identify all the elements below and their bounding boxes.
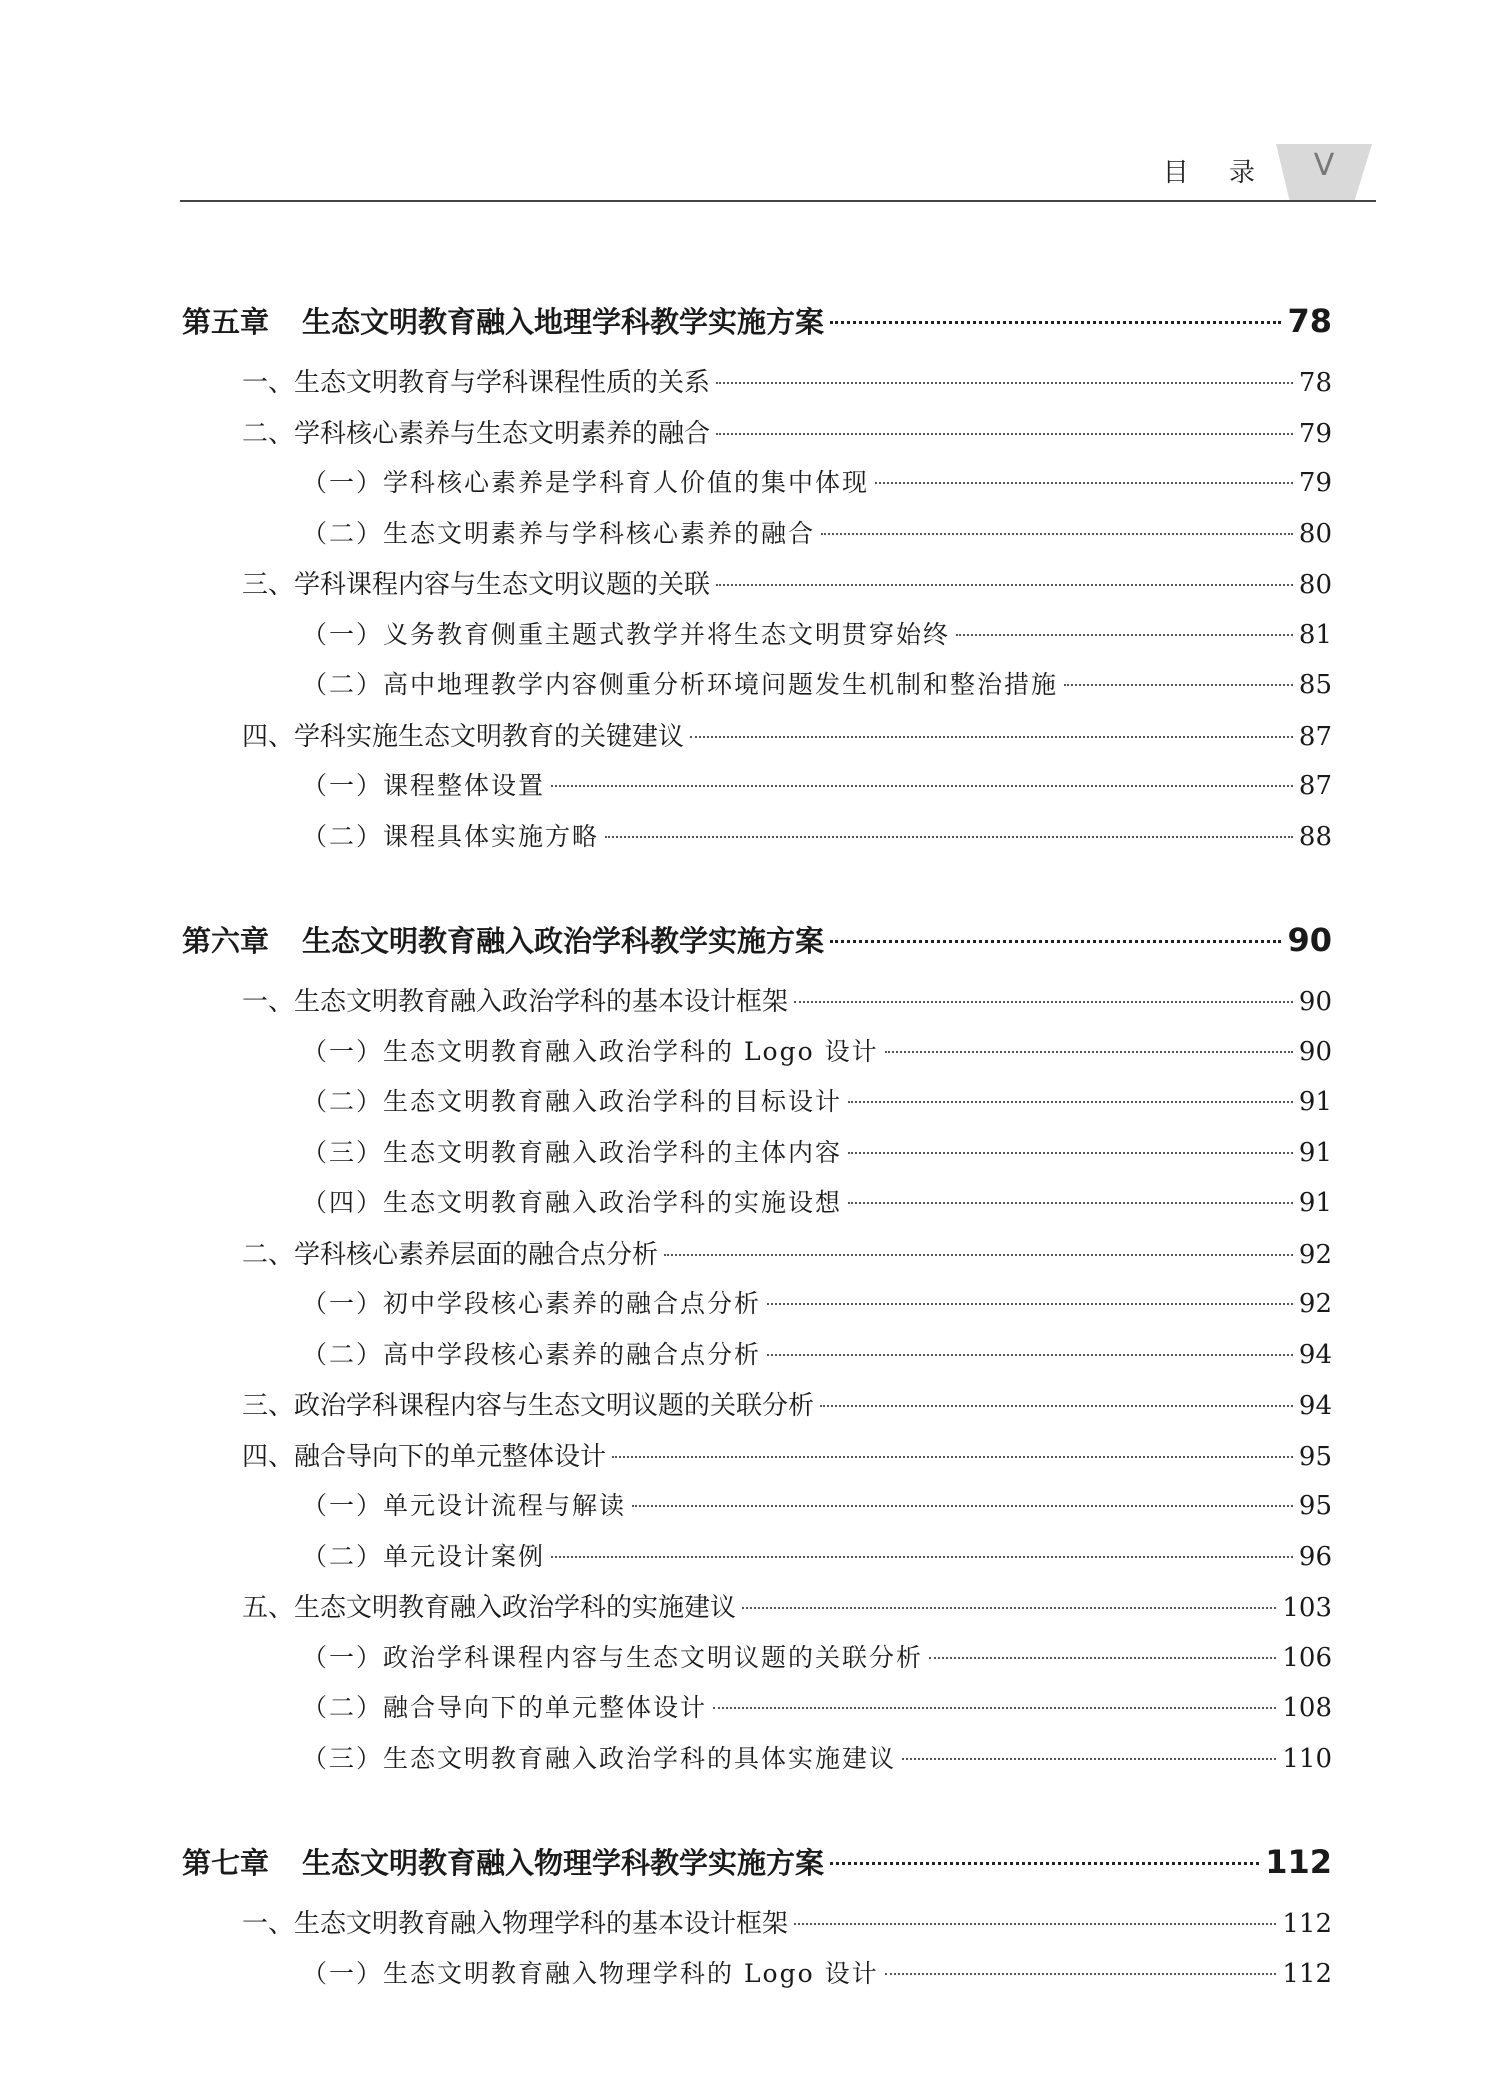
entry-page-number: 80 [1298,570,1332,600]
entry-title: 五、生态文明教育融入政治学科的实施建议 [242,1593,737,1623]
entry-title: （一）生态文明教育融入物理学科的 Logo 设计 [302,1958,879,1988]
entry-page-number: 110 [1282,1743,1332,1774]
dot-leader [848,1202,1293,1204]
subsection-entry[interactable] [182,817,1332,868]
entry-page-number: 78 [1298,368,1332,398]
dot-leader [716,584,1293,586]
entry-title: 三、政治学科课程内容与生态文明议题的关联分析 [242,1391,815,1421]
entry-title: （一）政治学科课程内容与生态文明议题的关联分析 [302,1642,924,1672]
entry-page-number: 85 [1298,670,1332,700]
entry-title: 一、生态文明教育与学科课程性质的关系 [242,368,711,398]
entry-page-number: 92 [1298,1289,1332,1319]
chapter-title [182,919,824,960]
entry-page-number: 91 [1298,1087,1332,1117]
entry-title: 二、学科核心素养层面的融合点分析 [242,1239,659,1270]
chapter-heading[interactable] [182,300,1332,362]
dot-leader [830,1862,1259,1865]
entry-page-number: 96 [1298,1541,1332,1572]
entry-title: （二）融合导向下的单元整体设计 [302,1693,708,1722]
section-entry[interactable] [182,1436,1332,1487]
chapter-title [182,300,824,341]
dot-leader [605,836,1293,838]
entry-title: （一）课程整体设置 [302,771,546,800]
subsection-entry[interactable] [182,1537,1332,1588]
dot-leader [664,1254,1293,1256]
entry-title: 二、学科核心素养与生态文明素养的融合 [242,418,711,449]
section-entry[interactable] [182,362,1332,413]
dot-leader [1064,684,1293,686]
chapter-number: 第六章 [182,924,270,958]
chapter-heading[interactable] [182,919,1332,981]
subsection-entry[interactable] [182,665,1332,716]
entry-title: （一）生态文明教育融入政治学科的 Logo 设计 [302,1036,879,1066]
entry-page-number: 87 [1298,721,1332,752]
section-entry[interactable] [182,1385,1332,1436]
table-of-contents [182,300,1332,2056]
section-entry[interactable] [182,564,1332,615]
entry-title: （四）生态文明教育融入政治学科的实施设想 [302,1188,843,1217]
subsection-entry[interactable] [182,1638,1332,1689]
header-title: 目 录 [1162,158,1271,188]
entry-page-number: 80 [1298,518,1332,549]
subsection-entry[interactable] [182,1954,1332,2005]
page-header [0,0,1496,205]
dot-leader [830,321,1281,324]
entry-page-number: 79 [1298,418,1332,449]
chapter-section [182,919,1332,1789]
entry-page-number: 90 [1298,1036,1332,1067]
dot-leader [848,1152,1293,1154]
subsection-entry[interactable] [182,514,1332,565]
dot-leader [767,1354,1293,1356]
dot-leader [902,1758,1276,1760]
dot-leader [885,1051,1293,1053]
entry-page-number: 112 [1282,1958,1332,1989]
entry-title: （二）高中地理教学内容侧重分析环境问题发生机制和整治措施 [302,670,1059,699]
entry-title: （一）学科核心素养是学科育人价值的集中体现 [302,468,870,497]
section-entry[interactable] [182,413,1332,464]
entry-page-number: 94 [1298,1339,1332,1370]
entry-page-number: 91 [1298,1137,1332,1168]
entry-title: （二）生态文明教育融入政治学科的目标设计 [302,1087,843,1116]
chapter-section [182,300,1332,867]
entry-page-number: 95 [1298,1441,1332,1472]
entry-title: （三）生态文明教育融入政治学科的主体内容 [302,1137,843,1167]
entry-page-number: 90 [1298,987,1332,1017]
entry-page-number: 103 [1282,1593,1332,1623]
subsection-entry[interactable] [182,1739,1332,1790]
dot-leader [767,1303,1293,1305]
dot-leader [830,940,1281,943]
chapter-number: 第七章 [182,1846,270,1880]
dot-leader [716,433,1293,435]
entry-title: 三、学科课程内容与生态文明议题的关联 [242,570,711,600]
section-entry[interactable] [182,981,1332,1032]
dot-leader [820,1405,1293,1407]
chapter-name: 生态文明教育融入政治学科教学实施方案 [302,924,825,958]
dot-leader [742,1607,1276,1609]
subsection-entry[interactable] [182,1082,1332,1133]
dot-leader [848,1101,1293,1103]
dot-leader [713,1707,1276,1709]
entry-page-number: 112 [1282,1909,1332,1939]
entry-title: （一）初中学段核心素养的融合点分析 [302,1289,762,1318]
entry-page-number: 95 [1298,1491,1332,1521]
dot-leader [551,1556,1293,1558]
entry-page-number: 88 [1298,821,1332,852]
entry-title: （三）生态文明教育融入政治学科的具体实施建议 [302,1743,897,1773]
chapter-name: 生态文明教育融入地理学科教学实施方案 [302,305,825,339]
entry-title: 一、生态文明教育融入政治学科的基本设计框架 [242,987,789,1017]
entry-page-number: 92 [1298,1239,1332,1270]
subsection-entry[interactable] [182,1032,1332,1083]
entry-title: （一）单元设计流程与解读 [302,1491,627,1520]
section-entry[interactable] [182,716,1332,767]
entry-page-number: 79 [1298,468,1332,498]
entry-title: （二）生态文明素养与学科核心素养的融合 [302,518,816,548]
dot-leader [821,533,1293,535]
dot-leader [875,482,1293,484]
dot-leader [885,1973,1277,1975]
entry-title: 一、生态文明教育融入物理学科的基本设计框架 [242,1909,789,1939]
entry-title: 四、融合导向下的单元整体设计 [242,1441,607,1472]
chapter-number: 第五章 [182,305,270,339]
entry-page-number: 108 [1282,1693,1332,1723]
section-entry[interactable] [182,1903,1332,1954]
subsection-entry[interactable] [182,1183,1332,1234]
dot-leader [632,1505,1293,1507]
entry-page-number: 91 [1298,1188,1332,1218]
dot-leader [794,1001,1293,1003]
entry-page-number: 106 [1282,1642,1332,1673]
entry-title: （二）课程具体实施方略 [302,821,600,851]
chapter-section [182,1841,1332,2004]
entry-title: 四、学科实施生态文明教育的关键建议 [242,721,685,752]
entry-page-number: 81 [1298,619,1332,650]
entry-title: （二）单元设计案例 [302,1541,546,1571]
subsection-entry[interactable] [182,1284,1332,1335]
dot-leader [929,1657,1276,1659]
header-page-number: V [1313,148,1335,183]
subsection-entry[interactable] [182,1133,1332,1184]
subsection-entry[interactable] [182,463,1332,514]
section-entry[interactable] [182,1587,1332,1638]
entry-page-number: 94 [1298,1391,1332,1421]
subsection-entry[interactable] [182,1688,1332,1739]
subsection-entry[interactable] [182,1486,1332,1537]
entry-page-number: 87 [1298,771,1332,801]
section-entry[interactable] [182,1234,1332,1285]
entry-title: （二）高中学段核心素养的融合点分析 [302,1339,762,1369]
dot-leader [716,382,1293,384]
dot-leader [956,634,1293,636]
chapter-name: 生态文明教育融入物理学科教学实施方案 [302,1846,825,1880]
chapter-heading[interactable] [182,1841,1332,1903]
chapter-page-number: 90 [1287,921,1332,959]
entry-title: （一）义务教育侧重主题式教学并将生态文明贯穿始终 [302,619,951,649]
chapter-page-number: 112 [1265,1843,1332,1881]
dot-leader [690,736,1293,738]
subsection-entry[interactable] [182,766,1332,817]
dot-leader [612,1456,1293,1458]
dot-leader [551,785,1293,787]
chapter-title [182,1841,824,1882]
dot-leader [794,1923,1276,1925]
subsection-entry[interactable] [182,615,1332,666]
header-rule [180,200,1376,202]
chapter-page-number: 78 [1287,302,1332,340]
subsection-entry[interactable] [182,1335,1332,1386]
